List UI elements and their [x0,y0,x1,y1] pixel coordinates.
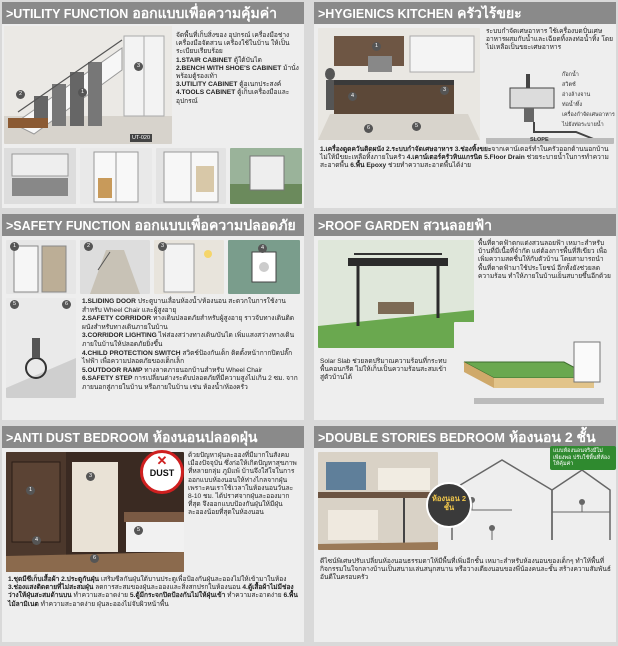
utility-marker-2: 2 [16,90,25,99]
kitchen-marker-1: 1 [372,42,381,51]
safety-marker-4: 4 [258,244,267,253]
utility-item-3-label: 3.UTILITY CABINET [176,81,238,89]
safety-marker-6: 6 [62,300,71,309]
safety-item-2-desc: ทางเดินปลอดภัยสำหรับผู้สูงอายุ ราวจับทางเดินติดผนังสำหรับทางเดินภายในบ้าน [82,315,295,331]
safety-marker-1: 1 [10,242,19,251]
kitchen-label-faucet: ก๊อกน้ำ [562,72,579,78]
safety-marker-3: 3 [158,242,167,251]
bedroom-desc-6: ทำความสะอาดง่าย [71,592,130,600]
safety-item-2-label: 2.SAFETY CORRIDOR [82,315,152,323]
safety-list [82,298,300,393]
kitchen-label-to-sewer: ไปยังท่อระบายน้ำ [562,122,604,128]
utility-title-th: ออกแบบเพื่อความคุ้มค่า [132,5,277,21]
double-title-th: ห้องนอน 2 ชั้น [508,429,596,445]
bedroom-marker-6: 6 [90,554,99,563]
safety-item-1-label: 1.SLIDING DOOR [82,298,136,305]
double-tag: แบบห้องนอนจริงมีไม่เพียงพอ ปรับใช้พื้นที่ห้องให้คุ้มค่า [550,446,616,470]
kitchen-label-sink: อ่างล้างจาน [562,92,591,98]
kitchen-header [314,2,616,24]
kitchen-desc-1: 1.เครื่องดูดควันติดผนัง 2.ระบบกำจัดเศษอาหาร [320,146,455,153]
bedroom-marker-1: 1 [26,486,35,495]
safety-title-th: ออกแบบเพื่อความปลอดภัย [134,217,296,233]
safety-marker-5: 5 [10,300,19,309]
bedroom-desc-8: ทำความสะอาดง่าย [225,592,284,600]
safety-panel [2,214,304,420]
garden-panel [314,214,616,420]
tools-cabinet-photo [230,148,302,204]
kitchen-marker-4: 4 [348,92,357,101]
kitchen-marker-6: 6 [364,124,373,133]
utility-intro: จัดพื้นที่เก็บสิ่งของ อุปกรณ์ เครื่องมือช่าง เครื่องมือจัดสวน เครื่องใช้ในบ้าน ให้เป็นระเบียบเรียบร้อย [176,32,290,56]
safety-item-4-desc: สวิตช์ป้องกันเด็ก ติดตั้งหน้ากากปิดปลั๊กไฟฟ้า เพื่อความปลอดภัยของเด็กเล็ก [82,349,293,366]
kitchen-marker-5: 5 [412,122,421,131]
garden-title-en: >ROOF GARDEN [318,219,420,233]
kitchen-label-switch: สวิตช์ [562,82,576,88]
bedroom-marker-3: 3 [86,472,95,481]
bedroom-desc-3: 3.ช่องแสงติดตายที่ไม่สะสมฝุ่น [8,584,94,592]
bedroom-desc-2: เสริมซีลกันฝุ่นใต้บานประตูเพื่อป้องกันฝุ่นละอองไม่ให้เข้ามาในห้อง [99,576,287,583]
kitchen-intro: ระบบกำจัดเศษอาหาร ใช้เครื่องบดปั่นเศษอาหารผสมกับน้ำและเฉียดทิ้งลงท่อน้ำทิ้ง โดยไม่เหลือเป็นขยะเศษอาหาร [486,28,614,52]
kitchen-desc-3: จากเคาน์เตอร์ทำในครัวออกด้านนอกบ้านไม่ให้มีขยะเหลือทิ้งภายในครัว [320,146,609,162]
bedroom-desc-7: 5.ตู้มีกระจกปิดป้องกันไม่ให้ฝุ่นเข้า [129,592,226,600]
utility-header [2,2,304,24]
utility-item-1-desc: ตู้ใต้บันได [233,56,262,64]
kitchen-desc-6: 6.พื้น Epoxy [350,162,387,170]
solar-slab-diagram [454,322,614,416]
utility-item-4-desc: ตู้เก็บเครื่องมือและอุปกรณ์ [176,89,290,105]
bedroom-title-en: >ANTI DUST BEDROOM [6,431,149,445]
bedroom-desc-1: 1.ชุดมีซีเก็บเสื้อผ้า 2.ประตูกันฝุ่น [8,576,100,583]
kitchen-title-th: ครัวไร้ขยะ [457,5,522,21]
kitchen-panel [314,2,616,208]
kitchen-label-disposer: เครื่องกำจัดเศษอาหาร [562,112,615,118]
safety-item-5-desc: ทางลาดภายนอกบ้านสำหรับ Wheel Chair [142,366,263,374]
no-dust-badge-text: DUST [149,468,175,478]
garden-intro: พื้นที่ดาดฟ้าตกแต่งสวนลอยฟ้า เหมาะสำหรับบ้านที่มีเนื้อที่จำกัด แต่ต้องการพื้นที่สีเขียว เพื่อเพิ่มความสดชื่นให้กับตัวบ้าน โดยสามารถนำพื้นที่ดาดฟ้ามาใช้ประโยชน์ อีกทั้งยังช่วยลดความร้อน ทำให้ภายในบ้านเย็นสบายขึ้นอีกด้วย [478,240,611,280]
bedroom-desc-10: ทำความสะอาดง่าย ฝุ่นละอองไม่จับผิวหน้าพื้น [38,600,169,608]
double-badge [426,482,472,528]
safety-item-6-desc: การเปลี่ยนต่างระดับปลอดภัยที่มีความสูงไม่เกิน 2 ซม. จากภายนอกสู่ภายในบ้าน หรือภายในบ้าน เช่น ห้องน้ำ/ห้องครัว [82,375,298,391]
safety-item-5-label: 5.OUTDOOR RAMP [82,366,143,374]
utility-item-2-label: 2.BENCH WITH SHOE'S CABINET [176,64,282,72]
kitchen-desc-7: ช่วยทำความสะอาดพื้นได้ง่าย [386,162,472,170]
safety-item-1-desc: ประตูบานเลื่อนห้องน้ำ/ห้องนอน สะดวกในการใช้งานสำหรับ Wheel Chair และผู้สูงอายุ [82,298,286,314]
safety-marker-2: 2 [84,242,93,251]
safety-title-en: >SAFETY FUNCTION [6,219,131,233]
stair-cabinet-photo [4,26,172,144]
garden-title-th: สวนลอยฟ้า [423,217,493,233]
safety-item-3-desc: ไฟส่องสว่างทางเดิน/บันได เพิ่มแสงสว่างทางเดินภายในบ้านให้ปลอดภัยยิ่งขึ้น [82,332,295,348]
utility-text [176,32,300,106]
bedroom-description [8,576,300,609]
bedroom-desc-4: ลดการสะสมของฝุ่นละอองและสิ่งสกปรกในห้องนอน [93,584,243,592]
utility-code: UT-020 [132,135,151,141]
bedroom-desc-5: 4.ตู้เสื้อผ้าไม่มีช่องว่างให้ฝุ่นสะสมด้านบน [8,584,294,600]
bedroom-marker-5: 5 [134,526,143,535]
kitchen-label-slope: SLOPE [530,137,549,143]
double-render [318,452,438,550]
shoe-cabinet-photo [80,148,152,204]
utility-marker-3: 3 [134,62,143,71]
bedroom-header [2,426,304,448]
bedroom-intro: ด้วยปัญหาฝุ่นละอองที่มีมากในสังคมเมืองปัจจุบัน ซึ่งก่อให้เกิดปัญหาสุขภาพที่หลายกลุ่ม ภูมิแพ้ บ้านจึงใส่ใจในการออกแบบห้องนอนให้ห่างไกลจากฝุ่น เพราะคนเราใช้เวลาในห้องนอนวันละ 8-10 ชม. ได้ปราศจากฝุ่นละอองมากที่สุด จึงออกแบบป้องกันฝุ่นให้มีฝุ่นละอองน้อยที่สุดในห้องนอน [188,452,297,517]
sink-diagram [486,66,614,144]
double-header [314,426,616,448]
double-panel [314,426,616,642]
bedroom-marker-4: 4 [32,536,41,545]
kitchen-description [320,146,612,171]
garden-slab-text: Solar Slab ช่วยลดปริมาณความร้อนที่กระทบพื้นคอนกรีต ไม่ให้เก็บเป็นความร้อนสะสมเข้าสู่ตัวบ้านได้ [320,358,447,382]
bench-photo [4,148,76,204]
kitchen-desc-4: 4.เคาน์เตอร์ครัวหินแกรนิต 5.Floor Drain [406,154,525,162]
utility-panel [2,2,304,208]
garden-header [314,214,616,236]
bedroom-title-th: ห้องนอนปลอดฝุ่น [152,429,258,445]
kitchen-desc-5: ช่วยระบายน้ำในการทำความสะอาดพื้น [320,154,609,170]
safety-photo-ramp [6,298,76,398]
kitchen-title-en: >HYGIENICS KITCHEN [318,7,454,21]
safety-item-6-label: 6.SAFETY STEP [82,375,133,383]
double-title-en: >DOUBLE STORIES BEDROOM [318,431,505,445]
utility-cabinet-photo [156,148,226,204]
garden-render [318,240,474,348]
double-badge-text: ห้องนอน 2 ชั้น [431,494,467,512]
no-dust-badge: ✕ DUST [140,450,184,494]
kitchen-desc-2: 3.ช่องทิ้งขยะ [454,146,492,153]
bedroom-panel [2,426,304,642]
utility-marker-1: 1 [78,88,87,97]
utility-item-1-label: 1.STAIR CABINET [176,56,232,64]
kitchen-render [318,28,480,140]
utility-title-en: >UTILITY FUNCTION [6,7,129,21]
double-description: ดีไซน์พิเศษปรับเปลี่ยนห้องนอนธรรมดาให้มีพื้นที่เพิ่มอีกชั้น เหมาะสำหรับห้องนอนของเด็กๆ ทำให้พื้นที่กิจกรรมในใจกลางบ้านเป็นสนามเล่นสนุกสนาน หรือวางเตียงนอนของพี่น้องคนละชั้น สร้างความสัมพันธ์อันดีในครอบครัว [320,558,611,582]
safety-header [2,214,304,236]
kitchen-label-drain: ท่อน้ำทิ้ง [562,102,583,108]
utility-item-3-desc: ตู้อเนกประสงค์ [239,81,282,89]
kitchen-marker-3: 3 [440,86,449,95]
bedroom-desc-9: 6.พื้นไม้ลามิเนต [8,592,298,608]
safety-item-3-label: 3.CORRIDOR LIGHTING [82,332,157,340]
utility-item-2-desc: ม้านั่งพร้อมตู้รองเท้า [176,64,299,81]
safety-item-4-label: 4.CHILD PROTECTION SWITCH [82,349,181,357]
utility-item-4-label: 4.TOOLS CABINET [176,89,236,97]
